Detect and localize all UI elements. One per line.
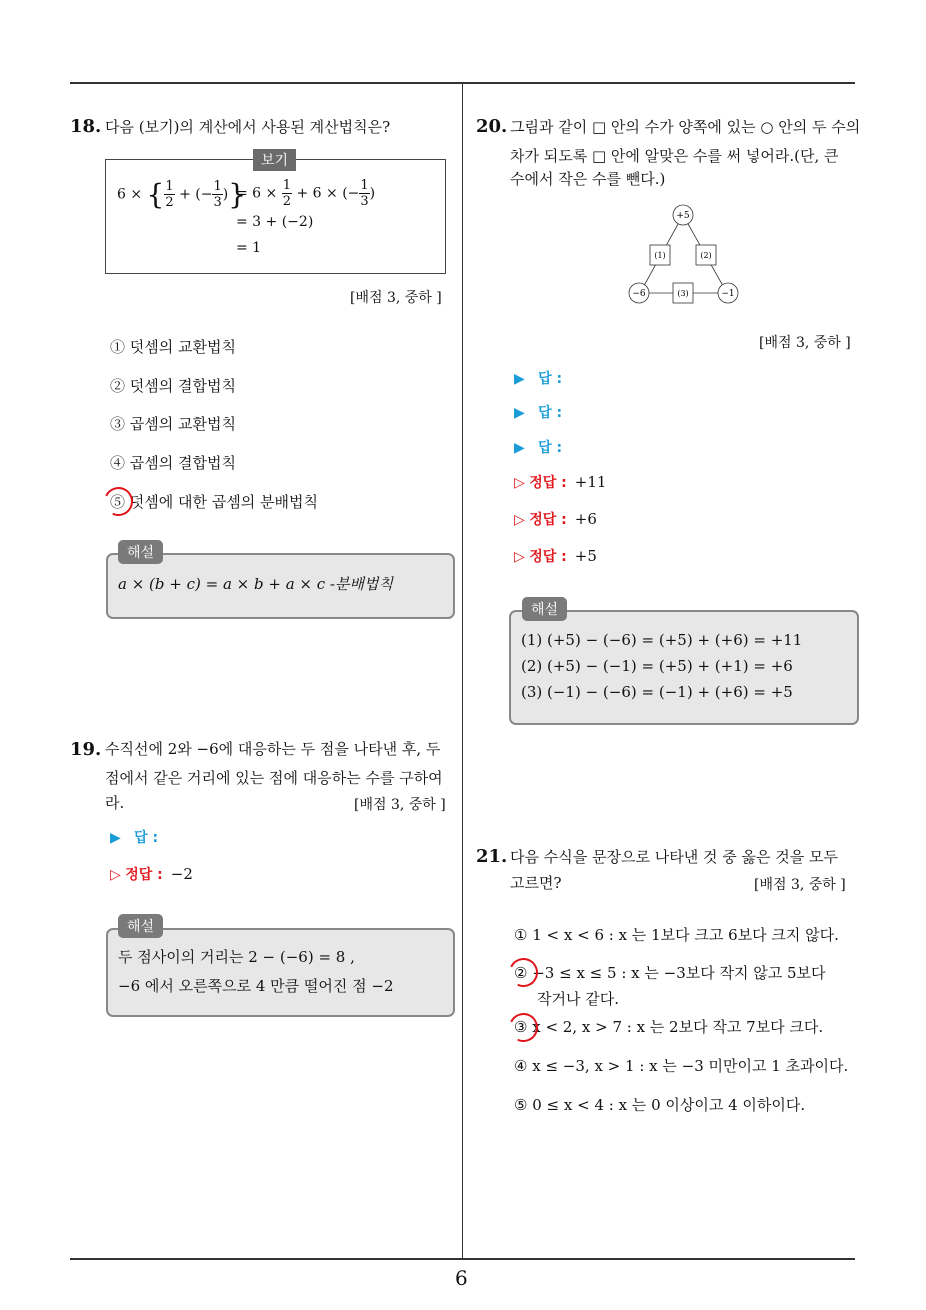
q20-answer-row-3[interactable]: ▶ 답 : (514, 440, 563, 456)
q19-correct-row: ▷ 정답 : −2 (110, 865, 193, 883)
q20-explanation-line-1: (1) (+5) − (−6) = (+5) + (+6) = +11 (521, 631, 803, 649)
q18-math-lhs: 6 × { $\frac{1}{2}$ + (− $\frac{1}{3}$ )} (117, 178, 247, 211)
diagram-left-label: −6 (632, 289, 646, 299)
q18-math-line2: = 3 + (−2) (236, 214, 314, 230)
q21-answer-mark-2 (505, 954, 542, 991)
play-icon: ▶ (514, 405, 525, 421)
q18-number: 18. (70, 116, 102, 137)
q20-answer-row-2[interactable]: ▶ 답 : (514, 405, 563, 421)
q19-explanation-line-1: 두 점사이의 거리는 2 − (−6) = 8 , (118, 948, 355, 966)
q19-explanation-line-2: −6 에서 오른쪽으로 4 만큼 떨어진 점 −2 (118, 977, 394, 995)
play-outline-icon: ▷ (514, 512, 525, 528)
q18-answer-mark (100, 483, 137, 520)
q18-question: 다음 (보기)의 계산에서 사용된 계산법칙은? (105, 118, 391, 136)
q18-option-2[interactable]: ② 덧셈의 결합법칙 (110, 377, 236, 395)
q21-answer-mark-3 (505, 1009, 542, 1046)
q20-points: [배점 3, 중하 ] (759, 335, 851, 351)
q20-triangle-diagram (620, 202, 750, 312)
q21-number: 21. (476, 846, 508, 867)
q21-option-5[interactable]: ⑤ 0 ≤ x < 4 : x 는 0 이상이고 4 이하이다. (514, 1096, 806, 1114)
diagram-box-1-label: (1) (654, 251, 666, 260)
q19-answer-row[interactable]: ▶ 답 : (110, 830, 159, 846)
page-number: 6 (455, 1266, 468, 1290)
q20-number: 20. (476, 116, 508, 137)
q19-question-line2: 점에서 같은 거리에 있는 점에 대응하는 수를 구하여 (105, 769, 443, 787)
bottom-rule (70, 1258, 855, 1260)
q18-math-line1: = 6 × $\frac{1}{2}$ + 6 × (− $\frac{1}{3}$ ) (236, 178, 376, 209)
q18-explanation-line: a × (b + c) = a × b + a × c -분배법칙 (118, 575, 393, 593)
diagram-top-label: +5 (676, 211, 690, 221)
q20-explanation-line-2: (2) (+5) − (−1) = (+5) + (+1) = +6 (521, 657, 793, 675)
q18-option-5[interactable]: ⑤ 덧셈에 대한 곱셈의 분배법칙 (110, 493, 318, 511)
q21-option-1[interactable]: ① 1 < x < 6 : x 는 1보다 크고 6보다 크지 않다. (514, 926, 839, 944)
q18-explanation-tag: 해설 (118, 540, 163, 564)
play-outline-icon: ▷ (110, 867, 121, 883)
q19-number: 19. (70, 739, 102, 760)
diagram-box-2-label: (2) (700, 251, 712, 260)
q21-option-4[interactable]: ④ x ≤ −3, x > 1 : x 는 −3 미만이고 1 초과이다. (514, 1057, 849, 1075)
q21-points: [배점 3, 중하 ] (754, 877, 846, 893)
q20-answer-row-1[interactable]: ▶ 답 : (514, 371, 563, 387)
diagram-box-3-label: (3) (677, 289, 689, 298)
play-icon: ▶ (514, 440, 525, 456)
q18-option-4[interactable]: ④ 곱셈의 결합법칙 (110, 454, 236, 472)
q19-question-line3: 라. (105, 794, 125, 812)
q18-option-1[interactable]: ① 덧셈의 교환법칙 (110, 338, 236, 356)
q19-explanation-tag: 해설 (118, 914, 163, 938)
q19-explanation-box (106, 928, 455, 1017)
column-divider (462, 83, 463, 1259)
q18-bogi-title: 보기 (253, 149, 296, 171)
q18-option-3[interactable]: ③ 곱셈의 교환법칙 (110, 415, 236, 433)
q21-question-line1: 다음 수식을 문장으로 나타낸 것 중 옳은 것을 모두 (510, 848, 838, 866)
play-outline-icon: ▷ (514, 475, 525, 491)
q18-points: [배점 3, 중하 ] (350, 290, 442, 306)
play-icon: ▶ (110, 830, 121, 846)
q20-question-line2: 차가 되도록 □ 안에 알맞은 수를 써 넣어라.(단, 큰 (510, 147, 839, 165)
q21-option-3[interactable]: ③ x < 2, x > 7 : x 는 2보다 작고 7보다 크다. (514, 1018, 824, 1036)
q20-correct-row-1: ▷ 정답 : +11 (514, 473, 607, 491)
q20-question-line3: 수에서 작은 수를 뺀다.) (510, 170, 666, 188)
q19-question-line1: 수직선에 2와 −6에 대응하는 두 점을 나타낸 후, 두 (105, 740, 441, 758)
q20-explanation-line-3: (3) (−1) − (−6) = (−1) + (+6) = +5 (521, 683, 793, 701)
q19-points: [배점 3, 중하 ] (354, 797, 446, 813)
play-icon: ▶ (514, 371, 525, 387)
q20-correct-row-3: ▷ 정답 : +5 (514, 547, 597, 565)
q20-question-line1: 그림과 같이 □ 안의 수가 양쪽에 있는 ○ 안의 두 수의 (510, 118, 861, 136)
q18-math-line3: = 1 (236, 240, 262, 256)
q21-option-2[interactable]: ② −3 ≤ x ≤ 5 : x 는 −3보다 작지 않고 5보다 (514, 964, 826, 982)
q20-explanation-tag: 해설 (522, 597, 567, 621)
q21-question-line2: 고르면? (510, 874, 562, 892)
diagram-right-label: −1 (721, 289, 735, 299)
q21-option-2-cont: 작거나 같다. (537, 990, 619, 1008)
play-outline-icon: ▷ (514, 549, 525, 565)
q20-correct-row-2: ▷ 정답 : +6 (514, 510, 597, 528)
